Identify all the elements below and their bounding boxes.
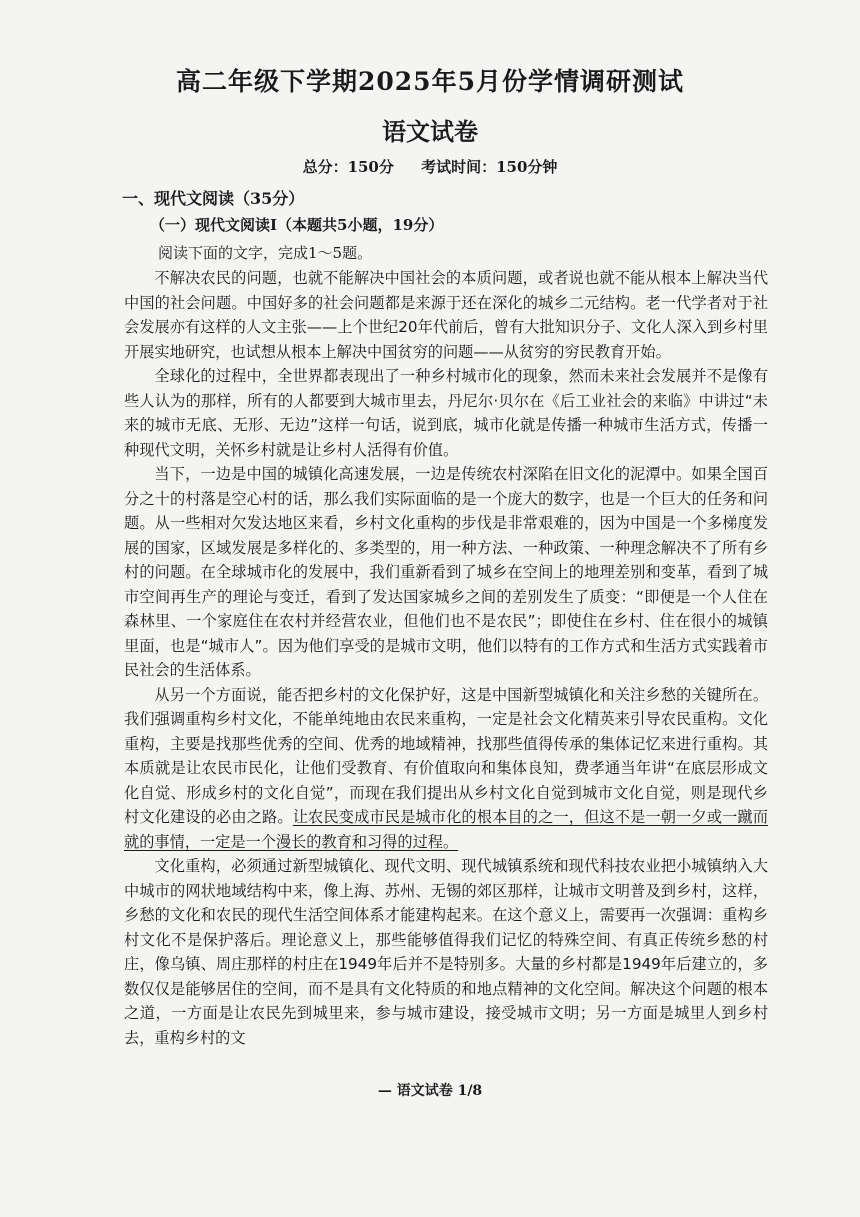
exam-time: 考试时间：150分钟 <box>421 158 558 176</box>
paragraph-2: 全球化的过程中，全世界都表现出了一种乡村城市化的现象，然而未来社会发展并不是像有些人认为的那样，所有的人都要到大城市里去，丹尼尔·贝尔在《后工业社会的来临》中讲过“未来的城市无底、无形、无边”这样一句话，说到底，城市化就是传播一种城市生活方式，传播一种现代文明，关怀乡村就是让乡村人活得有价值。 <box>124 367 768 459</box>
underlined-sentence: 让农民变成市民是城市化的根本目的之一，但这不是一朝一夕或一蹴而就的事情，一定是一个漫长的教育和习得的过程。 <box>124 808 769 851</box>
section-heading: 一、现代文阅读（35分） <box>122 189 305 208</box>
total-score: 总分：150分 <box>302 158 394 176</box>
paragraph-4-text: 从另一个方面说，能否把乡村的文化保护好，这是中国新型城镇化和关注乡愁的关键所在。我们强调重构乡村文化，不能单纯地由农民来重构，一定是社会文化精英来引导农民重构。文化重构，主要是找那些优秀的空间、优秀的地域精神，找那些值得传承的集体记忆来进行重构。其本质就是让农民市民化，让他们受教育、有价值取向和集体良知，费孝通当年讲“在底层形成文化自觉、形成乡村的文化自觉”，而现在我们提出从乡村文化自觉到城市文化自觉，则是现代乡村文化建设的必由之路。 <box>124 685 768 826</box>
exam-title: 高二年级下学期2025年5月份学情调研测试 <box>176 67 684 96</box>
page-footer: — 语文试卷 1/8 <box>377 1083 483 1099</box>
reading-passage <box>124 266 768 1050</box>
instruction: 阅读下面的文字，完成1～5题。 <box>158 244 373 262</box>
paragraph-4 <box>124 683 768 855</box>
subsection-heading: （一）现代文阅读Ⅰ（本题共5小题，19分） <box>150 216 444 234</box>
paragraph-3: 当下，一边是中国的城镇化高速发展，一边是传统农村深陷在旧文化的泥潭中。如果全国百分之十的村落是空心村的话，那么我们实际面临的是一个庞大的数字，也是一个巨大的任务和问题。从一些相对欠发达地区来看，乡村文化重构的步伐是非常艰难的，因为中国是一个多梯度发展的国家，区域发展是多样化的、多类型的，用一种方法、一种政策、一种理念解决不了所有乡村的问题。在全球城市化的发展中，我们重新看到了城乡在空间上的地理差别和变革，看到了城市空间再生产的理论与变迁，看到了发达国家城乡之间的差别发生了质变：“即便是一个人住在森林里、一个家庭住在农村并经营农业，但他们也不是农民”；即使住在乡村、住在很小的城镇里面，也是“城市人”。因为他们享受的是城市文明，他们以特有的工作方式和生活方式实践着市民社会的生活体系。 <box>124 465 768 679</box>
exam-meta <box>0 156 860 177</box>
exam-subtitle: 语文试卷 <box>382 117 478 146</box>
paragraph-1: 不解决农民的问题，也就不能解决中国社会的本质问题，或者说也就不能从根本上解决当代中国的社会问题。中国好多的社会问题都是来源于还在深化的城乡二元结构。老一代学者对于社会发展亦有这样的人文主张——上个世纪20年代前后，曾有大批知识分子、文化人深入到乡村里开展实地研究，也试想从根本上解决中国贫穷的问题——从贫穷的穷民教育开始。 <box>124 269 768 361</box>
paragraph-5: 文化重构，必须通过新型城镇化、现代文明、现代城镇系统和现代科技农业把小城镇纳入大中城市的网状地域结构中来，像上海、苏州、无锡的郊区那样，让城市文明普及到乡村，这样，乡愁的文化和农民的现代生活空间体系才能建构起来。在这个意义上，需要再一次强调：重构乡村文化不是保护落后。理论意义上，那些能够值得我们记忆的特殊空间、有真正传统乡愁的村庄，像乌镇、周庄那样的村庄在1949年后并不是特别多。大量的乡村都是1949年后建立的，多数仅仅是能够居住的空间，而不是具有文化特质的和地点精神的文化空间。解决这个问题的根本之道，一方面是让农民先到城里来，参与城市建设，接受城市文明；另一方面是城里人到乡村去，重构乡村的文 <box>124 857 768 1047</box>
